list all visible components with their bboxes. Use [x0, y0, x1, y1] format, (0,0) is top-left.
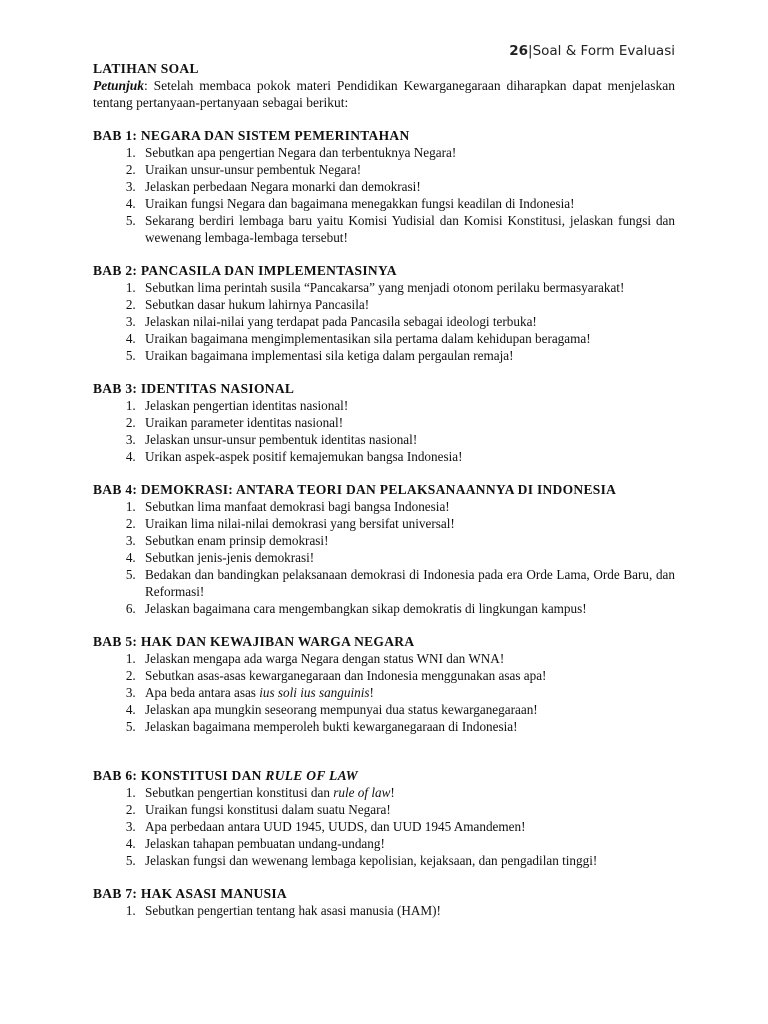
question-item: 2. Sebutkan dasar hukum lahirnya Pancasila!: [139, 296, 675, 313]
question-item: [139, 684, 675, 701]
question-item: 6. Jelaskan bagaimana cara mengembangkan sikap demokratis di lingkungan kampus!: [139, 600, 675, 617]
section-bab-2: [93, 262, 675, 364]
question-item: 4. Urikan aspek-aspek positif kemajemukan bangsa Indonesia!: [139, 448, 675, 465]
sections-container: [93, 127, 675, 919]
question-item: 2. Uraikan unsur-unsur pembentuk Negara!: [139, 161, 675, 178]
question-item: 4. Uraikan bagaimana mengimplementasikan sila pertama dalam kehidupan beragama!: [139, 330, 675, 347]
document-body: [93, 60, 675, 919]
section-title: [93, 885, 675, 902]
doc-title: LATIHAN SOAL: [93, 61, 199, 76]
section-title: [93, 481, 675, 498]
section-title: [93, 262, 675, 279]
question-after: !: [390, 785, 395, 800]
question-item: 2. Sebutkan asas-asas kewarganegaraan dan Indonesia menggunakan asas apa!: [139, 667, 675, 684]
question-item: 4. Jelaskan tahapan pembuatan undang-undang!: [139, 835, 675, 852]
page-number: 26: [509, 43, 529, 59]
question-item: [139, 784, 675, 801]
section-title-italic: RULE OF LAW: [265, 768, 358, 783]
question-item: 3. Jelaskan unsur-unsur pembentuk identitas nasional!: [139, 431, 675, 448]
question-item: 1. Sebutkan pengertian tentang hak asasi manusia (HAM)!: [139, 902, 675, 919]
question-italic: rule of law: [333, 785, 391, 800]
question-item: 4. Sebutkan jenis-jenis demokrasi!: [139, 549, 675, 566]
intro-paragraph: [93, 77, 675, 111]
section-bab-1: [93, 127, 675, 246]
question-item: 5. Sekarang berdiri lembaga baru yaitu Komisi Yudisial dan Komisi Konstitusi, jelaskan fungsi dan wewenang lembaga-lembaga tersebut!: [139, 212, 675, 246]
question-item: 1. Jelaskan mengapa ada warga Negara dengan status WNI dan WNA!: [139, 650, 675, 667]
question-list: [93, 144, 675, 246]
question-item: 2. Uraikan lima nilai-nilai demokrasi yang bersifat universal!: [139, 515, 675, 532]
question-before: Sebutkan pengertian konstitusi dan: [145, 785, 334, 800]
question-after: !: [369, 685, 374, 700]
question-item: 2. Uraikan fungsi konstitusi dalam suatu Negara!: [139, 801, 675, 818]
header-separator: |: [528, 43, 533, 59]
section-title-text: BAB 1: NEGARA DAN SISTEM PEMERINTAHAN: [93, 128, 410, 143]
question-item: 1. Sebutkan apa pengertian Negara dan terbentuknya Negara!: [139, 144, 675, 161]
section-bab-7: [93, 885, 675, 919]
question-item: 3. Apa perbedaan antara UUD 1945, UUDS, dan UUD 1945 Amandemen!: [139, 818, 675, 835]
question-item: 5. Uraikan bagaimana implementasi sila ketiga dalam pergaulan remaja!: [139, 347, 675, 364]
section-title-text: BAB 2: PANCASILA DAN IMPLEMENTASINYA: [93, 263, 397, 278]
question-item: 5. Jelaskan bagaimana memperoleh bukti kewarganegaraan di Indonesia!: [139, 718, 675, 735]
question-list: [93, 784, 675, 869]
question-item: 1. Jelaskan pengertian identitas nasional!: [139, 397, 675, 414]
page-header: [509, 43, 675, 59]
section-title-text: BAB 6: KONSTITUSI DAN: [93, 768, 266, 783]
section-title-text: BAB 4: DEMOKRASI: ANTARA TEORI DAN PELAKSANAANNYA DI INDONESIA: [93, 482, 617, 497]
header-title: Soal & Form Evaluasi: [532, 43, 675, 59]
question-before: Apa beda antara asas: [145, 685, 260, 700]
section-title-text: BAB 3: IDENTITAS NASIONAL: [93, 381, 295, 396]
question-item: 2. Uraikan parameter identitas nasional!: [139, 414, 675, 431]
section-title: [93, 127, 675, 144]
question-item: 3. Jelaskan nilai-nilai yang terdapat pada Pancasila sebagai ideologi terbuka!: [139, 313, 675, 330]
question-item: 4. Jelaskan apa mungkin seseorang mempunyai dua status kewarganegaraan!: [139, 701, 675, 718]
intro-text: : Setelah membaca pokok materi Pendidikan Kewarganegaraan diharapkan dapat menjelaskan tentang pertanyaan-pertanyaan sebagai berikut:: [93, 78, 675, 110]
question-item: 5. Bedakan dan bandingkan pelaksanaan demokrasi di Indonesia pada era Orde Lama, Orde Baru, dan Reformasi!: [139, 566, 675, 600]
question-item: 5. Jelaskan fungsi dan wewenang lembaga kepolisian, kejaksaan, dan pengadilan tinggi!: [139, 852, 675, 869]
section-bab-5: [93, 633, 675, 735]
section-bab-6: [93, 767, 675, 869]
question-item: 1. Sebutkan lima perintah susila “Pancakarsa” yang menjadi otonom perilaku bermasyarakat!: [139, 279, 675, 296]
section-title-text: BAB 5: HAK DAN KEWAJIBAN WARGA NEGARA: [93, 634, 415, 649]
intro-label: Petunjuk: [93, 78, 145, 93]
section-bab-3: [93, 380, 675, 465]
question-list: [93, 279, 675, 364]
question-list: [93, 902, 675, 919]
question-item: 4. Uraikan fungsi Negara dan bagaimana menegakkan fungsi keadilan di Indonesia!: [139, 195, 675, 212]
question-italic: ius soli ius sanguinis: [259, 685, 370, 700]
question-list: [93, 397, 675, 465]
question-item: 3. Jelaskan perbedaan Negara monarki dan demokrasi!: [139, 178, 675, 195]
question-item: 3. Sebutkan enam prinsip demokrasi!: [139, 532, 675, 549]
section-bab-4: [93, 481, 675, 617]
section-title: [93, 633, 675, 650]
question-list: [93, 498, 675, 617]
section-title-text: BAB 7: HAK ASASI MANUSIA: [93, 886, 287, 901]
question-item: 1. Sebutkan lima manfaat demokrasi bagi bangsa Indonesia!: [139, 498, 675, 515]
question-list: [93, 650, 675, 735]
section-title: [93, 380, 675, 397]
section-title: [93, 767, 675, 784]
